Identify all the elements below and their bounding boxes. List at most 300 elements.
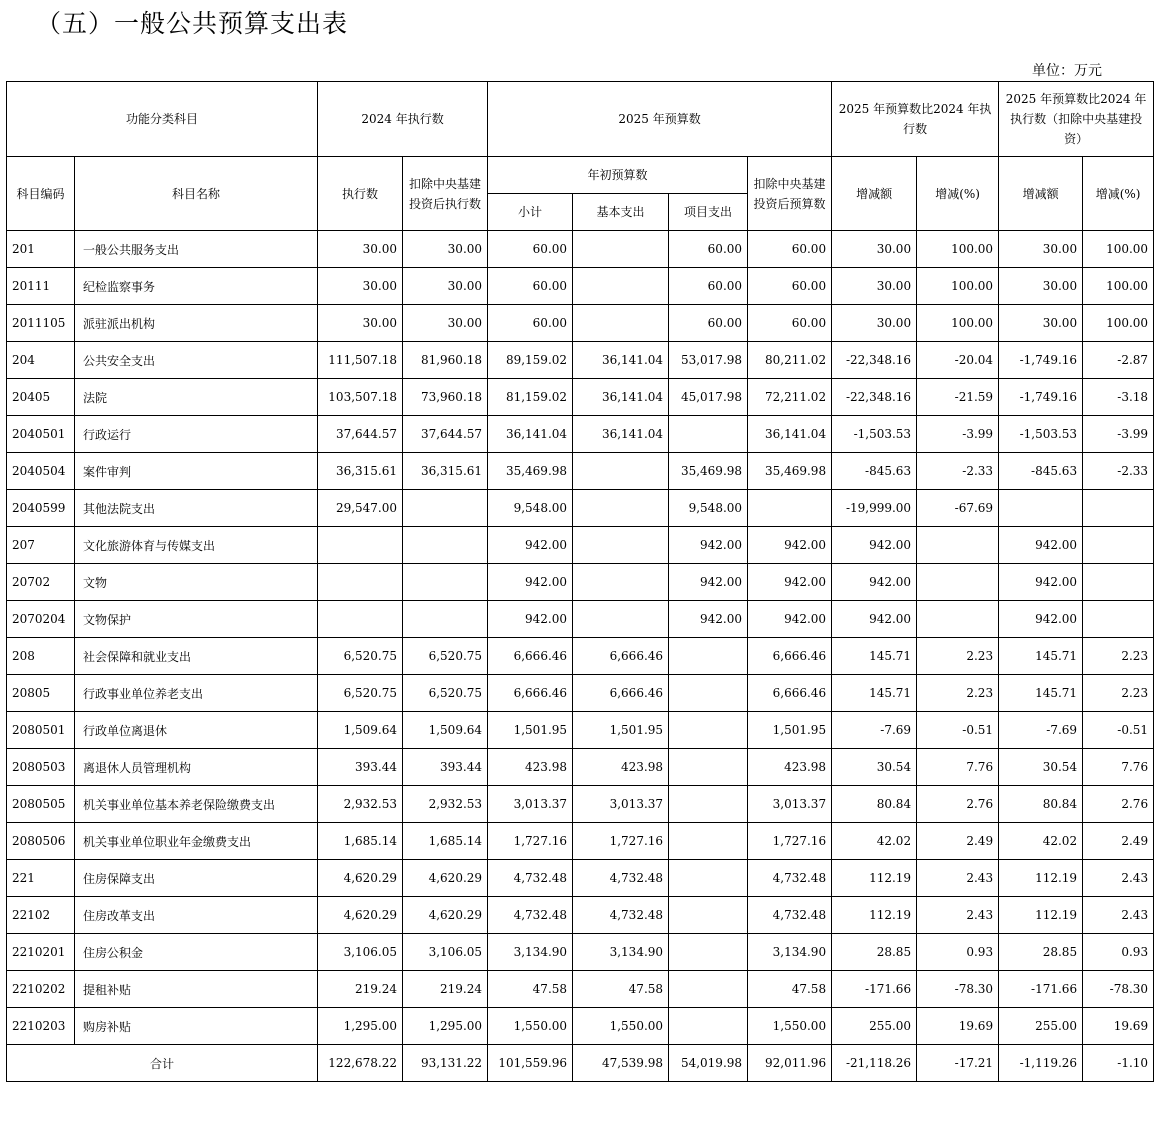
total-cell: -21,118.26 [832,1045,917,1082]
header-name: 科目名称 [75,157,318,231]
row-value: -2.33 [1083,453,1154,490]
row-value [1083,490,1154,527]
row-value: 942.00 [999,601,1083,638]
row-value: 60.00 [669,268,748,305]
row-value: 29,547.00 [318,490,403,527]
header-budget2025: 2025 年预算数 [488,82,832,157]
row-value: -845.63 [832,453,917,490]
row-value: 100.00 [1083,268,1154,305]
row-value: -171.66 [832,971,917,1008]
row-value: 423.98 [748,749,832,786]
row-value [669,638,748,675]
total-cell: 93,131.22 [403,1045,488,1082]
row-value: 3,013.37 [573,786,669,823]
row-code: 2210202 [7,971,75,1008]
row-value: 7.76 [917,749,999,786]
row-code: 201 [7,231,75,268]
row-value: 60.00 [748,231,832,268]
row-value [669,675,748,712]
row-code: 204 [7,342,75,379]
row-value: 37,644.57 [318,416,403,453]
table-row [7,675,1154,712]
row-value: 1,295.00 [318,1008,403,1045]
row-value: 100.00 [917,231,999,268]
row-value: 942.00 [748,564,832,601]
header-inc-amt-2: 增减额 [999,157,1083,231]
row-value [403,527,488,564]
table-row [7,601,1154,638]
total-cell: 101,559.96 [488,1045,573,1082]
row-value [1083,601,1154,638]
row-code: 2080503 [7,749,75,786]
row-value: 36,315.61 [403,453,488,490]
row-value [318,527,403,564]
row-value: 42.02 [832,823,917,860]
row-value: 4,620.29 [403,897,488,934]
row-value: 2.23 [917,675,999,712]
row-value: 2.43 [1083,860,1154,897]
row-value: 1,509.64 [318,712,403,749]
row-value: 47.58 [573,971,669,1008]
table-row [7,897,1154,934]
table-row [7,342,1154,379]
header-code: 科目编码 [7,157,75,231]
row-value: -22,348.16 [832,342,917,379]
row-value: -67.69 [917,490,999,527]
row-value: 2.76 [1083,786,1154,823]
row-code: 2080505 [7,786,75,823]
row-value: 80,211.02 [748,342,832,379]
row-code: 20405 [7,379,75,416]
table-row [7,231,1154,268]
row-value [573,305,669,342]
row-value: -3.99 [917,416,999,453]
total-cell: 122,678.22 [318,1045,403,1082]
row-value [669,860,748,897]
row-value: 4,732.48 [748,860,832,897]
row-value: 100.00 [917,305,999,342]
row-value: 942.00 [669,527,748,564]
row-value [403,601,488,638]
row-value [573,564,669,601]
row-name: 派驻派出机构 [75,305,318,342]
header-budget-excl: 扣除中央基建投资后预算数 [748,157,832,231]
row-value: 942.00 [832,564,917,601]
row-name: 一般公共服务支出 [75,231,318,268]
row-value: 45,017.98 [669,379,748,416]
row-value [573,601,669,638]
header-subtotal: 小计 [488,194,573,231]
row-value: 2.23 [1083,638,1154,675]
row-code: 2080501 [7,712,75,749]
table-row [7,971,1154,1008]
row-value: 1,727.16 [573,823,669,860]
row-value: 145.71 [832,675,917,712]
budget-table [6,81,1154,1082]
row-value: 4,732.48 [573,860,669,897]
row-value: 6,666.46 [488,638,573,675]
row-value: 42.02 [999,823,1083,860]
row-value [573,231,669,268]
row-value: 60.00 [748,305,832,342]
row-value: -7.69 [999,712,1083,749]
row-value: 2.43 [917,860,999,897]
row-value: 423.98 [573,749,669,786]
row-name: 案件审判 [75,453,318,490]
row-name: 文化旅游体育与传媒支出 [75,527,318,564]
table-row [7,712,1154,749]
row-code: 2210203 [7,1008,75,1045]
row-value: 2.49 [917,823,999,860]
row-value: 6,666.46 [488,675,573,712]
header-inc-pct: 增减(%) [917,157,999,231]
row-value [318,601,403,638]
row-code: 2040501 [7,416,75,453]
row-value: 28.85 [999,934,1083,971]
row-value: 942.00 [999,527,1083,564]
row-code: 2040504 [7,453,75,490]
row-value: -3.18 [1083,379,1154,416]
row-value: 80.84 [999,786,1083,823]
row-value: 0.93 [1083,934,1154,971]
row-value [573,527,669,564]
row-code: 2210201 [7,934,75,971]
page-title: （五）一般公共预算支出表 [36,9,349,38]
row-value [669,749,748,786]
row-value: 145.71 [999,638,1083,675]
row-value [999,490,1083,527]
total-label: 合计 [7,1045,318,1082]
row-value [669,1008,748,1045]
row-value: 6,666.46 [573,675,669,712]
row-value: 6,520.75 [318,638,403,675]
table-body [7,231,1154,1045]
row-value: 30.00 [318,305,403,342]
row-value: -1,503.53 [999,416,1083,453]
row-value [1083,527,1154,564]
row-value: 255.00 [832,1008,917,1045]
row-value: 28.85 [832,934,917,971]
row-name: 社会保障和就业支出 [75,638,318,675]
row-value: 3,134.90 [488,934,573,971]
row-value: 53,017.98 [669,342,748,379]
row-value: 30.00 [999,305,1083,342]
row-value: 0.93 [917,934,999,971]
row-name: 文物 [75,564,318,601]
row-value: 2.43 [1083,897,1154,934]
table-row [7,453,1154,490]
row-value: 1,550.00 [748,1008,832,1045]
row-value [669,416,748,453]
row-value: 60.00 [748,268,832,305]
table-row [7,1008,1154,1045]
total-cell: 54,019.98 [669,1045,748,1082]
row-value: 2.23 [917,638,999,675]
row-value: 1,509.64 [403,712,488,749]
row-value: 6,666.46 [748,675,832,712]
total-cell: -17.21 [917,1045,999,1082]
row-value [669,712,748,749]
row-value: 112.19 [832,897,917,934]
row-code: 207 [7,527,75,564]
row-value: 60.00 [669,305,748,342]
row-value: 145.71 [832,638,917,675]
row-value: 7.76 [1083,749,1154,786]
row-value: -21.59 [917,379,999,416]
row-value: 80.84 [832,786,917,823]
row-value: 30.00 [318,268,403,305]
row-value: 942.00 [488,564,573,601]
row-value: -1,749.16 [999,379,1083,416]
row-value: -22,348.16 [832,379,917,416]
header-compare-exec: 2025 年预算数比2024 年执行数 [832,82,999,157]
row-value: 72,211.02 [748,379,832,416]
header-exec: 执行数 [318,157,403,231]
row-value: 30.54 [832,749,917,786]
row-value: 60.00 [488,305,573,342]
row-value: 4,620.29 [318,860,403,897]
row-value: 60.00 [488,231,573,268]
row-name: 行政单位离退休 [75,712,318,749]
row-name: 行政运行 [75,416,318,453]
row-value: 4,732.48 [488,897,573,934]
row-value: 1,295.00 [403,1008,488,1045]
row-value: -845.63 [999,453,1083,490]
row-value: 2.43 [917,897,999,934]
row-value: 30.00 [999,268,1083,305]
row-value: 1,501.95 [488,712,573,749]
row-value: -1,749.16 [999,342,1083,379]
row-value: 942.00 [748,527,832,564]
table-row [7,268,1154,305]
row-value: 942.00 [748,601,832,638]
row-value: 35,469.98 [488,453,573,490]
row-value: 47.58 [748,971,832,1008]
row-value: 6,520.75 [403,675,488,712]
row-value [917,601,999,638]
row-code: 208 [7,638,75,675]
row-value: 112.19 [999,860,1083,897]
row-value: 30.00 [832,305,917,342]
row-value: 3,134.90 [748,934,832,971]
row-value [669,786,748,823]
row-value: 1,685.14 [403,823,488,860]
row-value: 73,960.18 [403,379,488,416]
row-value: 36,315.61 [318,453,403,490]
row-code: 2080506 [7,823,75,860]
row-value: 3,013.37 [488,786,573,823]
table-row [7,749,1154,786]
table-row [7,564,1154,601]
header-exec-excl: 扣除中央基建投资后执行数 [403,157,488,231]
row-value: 36,141.04 [573,379,669,416]
row-value [669,897,748,934]
row-value: 36,141.04 [488,416,573,453]
row-code: 2011105 [7,305,75,342]
row-name: 机关事业单位基本养老保险缴费支出 [75,786,318,823]
total-row [7,1045,1154,1082]
row-value: 2.49 [1083,823,1154,860]
row-code: 20805 [7,675,75,712]
row-value [403,490,488,527]
row-value: 1,685.14 [318,823,403,860]
row-value: 36,141.04 [573,416,669,453]
total-cell: 47,539.98 [573,1045,669,1082]
header-project: 项目支出 [669,194,748,231]
row-value: 3,106.05 [318,934,403,971]
row-value: 9,548.00 [669,490,748,527]
row-value: 2.76 [917,786,999,823]
row-name: 住房改革支出 [75,897,318,934]
row-value: 6,520.75 [318,675,403,712]
row-value: 36,141.04 [573,342,669,379]
row-value: 2,932.53 [403,786,488,823]
row-value: 1,727.16 [748,823,832,860]
row-value: 2,932.53 [318,786,403,823]
row-value: 219.24 [318,971,403,1008]
row-value [917,564,999,601]
table-row [7,379,1154,416]
row-value: 30.00 [832,268,917,305]
header-exec2024: 2024 年执行数 [318,82,488,157]
row-value: 3,106.05 [403,934,488,971]
row-value: 103,507.18 [318,379,403,416]
row-value [1083,564,1154,601]
total-cell: -1.10 [1083,1045,1154,1082]
row-value: 4,732.48 [488,860,573,897]
row-value: -2.33 [917,453,999,490]
row-name: 其他法院支出 [75,490,318,527]
row-value: -78.30 [1083,971,1154,1008]
row-value [669,971,748,1008]
unit-label: 单位：万元 [1032,63,1102,79]
row-value: 100.00 [917,268,999,305]
row-name: 公共安全支出 [75,342,318,379]
table-row [7,934,1154,971]
row-value: 47.58 [488,971,573,1008]
table-row [7,305,1154,342]
row-code: 221 [7,860,75,897]
row-value: 36,141.04 [748,416,832,453]
row-value: 942.00 [999,564,1083,601]
row-value: 112.19 [999,897,1083,934]
row-code: 20111 [7,268,75,305]
row-value: -7.69 [832,712,917,749]
header-category: 功能分类科目 [7,82,318,157]
row-code: 22102 [7,897,75,934]
row-value: 37,644.57 [403,416,488,453]
table-row [7,786,1154,823]
row-value [403,564,488,601]
row-code: 20702 [7,564,75,601]
row-value: 1,727.16 [488,823,573,860]
row-value: 942.00 [832,601,917,638]
row-value: -0.51 [1083,712,1154,749]
row-value: 30.00 [999,231,1083,268]
table-row [7,527,1154,564]
header-inc-amt: 增减额 [832,157,917,231]
row-value: 942.00 [669,601,748,638]
row-value: 81,159.02 [488,379,573,416]
row-value: 100.00 [1083,231,1154,268]
row-value: 393.44 [403,749,488,786]
table-row [7,860,1154,897]
row-value: 1,550.00 [573,1008,669,1045]
row-value: 1,550.00 [488,1008,573,1045]
row-value: 942.00 [488,527,573,564]
table-row [7,490,1154,527]
row-value: -3.99 [1083,416,1154,453]
row-value: 30.00 [403,268,488,305]
table-row [7,416,1154,453]
row-value: 255.00 [999,1008,1083,1045]
row-value: -20.04 [917,342,999,379]
total-cell: 92,011.96 [748,1045,832,1082]
row-name: 纪检监察事务 [75,268,318,305]
row-name: 文物保护 [75,601,318,638]
row-value [669,823,748,860]
row-value: -1,503.53 [832,416,917,453]
row-value [573,268,669,305]
row-value: 942.00 [832,527,917,564]
row-value: 4,620.29 [403,860,488,897]
row-name: 离退休人员管理机构 [75,749,318,786]
row-value: 19.69 [917,1008,999,1045]
total-cell: -1,119.26 [999,1045,1083,1082]
row-value: -0.51 [917,712,999,749]
row-value: -171.66 [999,971,1083,1008]
row-value: -2.87 [1083,342,1154,379]
row-value: 111,507.18 [318,342,403,379]
row-value [917,527,999,564]
row-value: -78.30 [917,971,999,1008]
row-value: 30.00 [403,231,488,268]
row-value: 30.54 [999,749,1083,786]
row-name: 住房保障支出 [75,860,318,897]
row-value [748,490,832,527]
row-value: 4,732.48 [573,897,669,934]
row-value: 30.00 [403,305,488,342]
row-value: -19,999.00 [832,490,917,527]
header-compare-excl: 2025 年预算数比2024 年执行数（扣除中央基建投资） [999,82,1154,157]
row-value: 4,620.29 [318,897,403,934]
row-value [669,934,748,971]
row-value: 6,666.46 [573,638,669,675]
row-value: 6,666.46 [748,638,832,675]
row-name: 机关事业单位职业年金缴费支出 [75,823,318,860]
row-value: 393.44 [318,749,403,786]
row-value: 1,501.95 [748,712,832,749]
row-value: 3,134.90 [573,934,669,971]
row-value: 145.71 [999,675,1083,712]
row-value: 4,732.48 [748,897,832,934]
row-name: 行政事业单位养老支出 [75,675,318,712]
table-row [7,823,1154,860]
header-inc-pct-2: 增减(%) [1083,157,1154,231]
row-value [318,564,403,601]
row-name: 购房补贴 [75,1008,318,1045]
row-name: 提租补贴 [75,971,318,1008]
row-value: 35,469.98 [669,453,748,490]
row-value: 423.98 [488,749,573,786]
row-value: 9,548.00 [488,490,573,527]
row-value: 30.00 [832,231,917,268]
row-value: 942.00 [488,601,573,638]
row-value: 89,159.02 [488,342,573,379]
header-basic: 基本支出 [573,194,669,231]
row-value: 1,501.95 [573,712,669,749]
row-value: 3,013.37 [748,786,832,823]
